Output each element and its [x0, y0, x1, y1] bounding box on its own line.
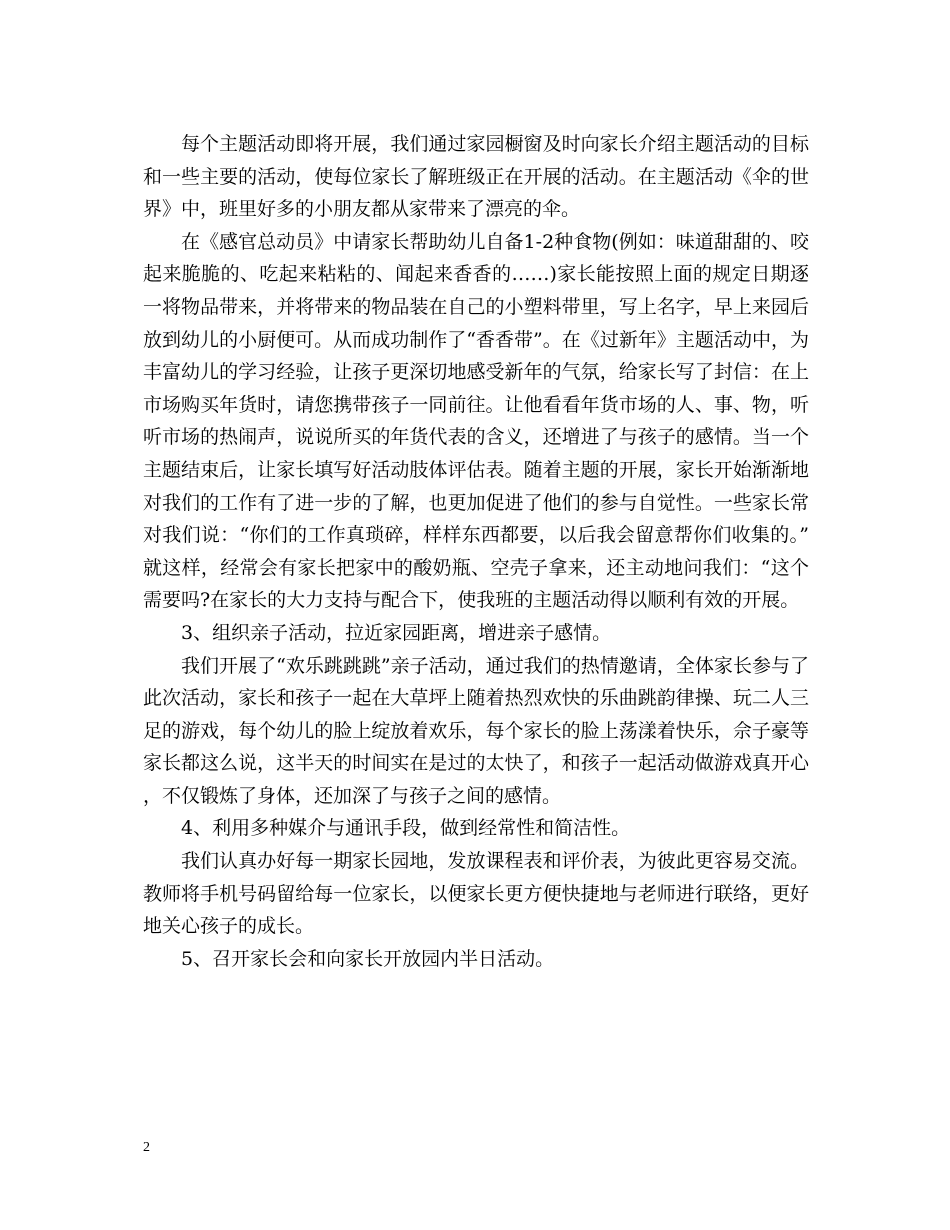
paragraph-theme-window: 每个主题活动即将开展，我们通过家园橱窗及时向家长介绍主题活动的目标和一些主要的活动，使每位家长了解班级正在开展的活动。在主题活动《伞的世界》中，班里好多的小朋友都从家带来了漂亮的伞。	[143, 133, 809, 221]
paragraph-parent-participation: 在《感官总动员》中请家长帮助幼儿自备1-2种食物(例如：味道甜甜的、咬起来脆脆的、吃起来粘粘的、闻起来香香的……)家长能按照上面的规定日期逐一将物品带来，并将带来的物品装在自己的小塑料带里，写上名字，早上来园后放到幼儿的小厨便可。从而成功制作了“香香带”。在《过新年》主题活动中，为丰富幼儿的学习经验，让孩子更深切地感受新年的气氛，给家长写了封信：在上市场购买年货时，请您携带孩子一同前往。让他看看年货市场的人、事、物，听听市场的热闹声，说说所买的年货代表的含义，还增进了与孩子的感情。当一个主题结束后，让家长填写好活动肢体评估表。随着主题的开展，家长开始渐渐地对我们的工作有了进一步的了解，也更加促进了他们的参与自觉性。一些家长常对我们说：“你们的工作真琐碎，样样东西都要，以后我会留意帮你们收集的。”就这样，经常会有家长把家中的酸奶瓶、空壳子拿来，还主动地问我们：“这个需要吗?在家长的大力支持与配合下，使我班的主题活动得以顺利有效的开展。	[143, 230, 809, 612]
document-body	[143, 128, 809, 975]
heading-parent-child-activity: 3、组织亲子活动，拉近家园距离，增进亲子感情。	[181, 621, 612, 644]
page-number: 2	[143, 1140, 150, 1155]
paragraph-happy-jump-activity: 我们开展了“欢乐跳跳跳”亲子活动，通过我们的热情邀请，全体家长参与了此次活动，家长和孩子一起在大草坪上随着热烈欢快的乐曲跳韵律操、玩二人三足的游戏，每个幼儿的脸上绽放着欢乐，每个家长的脸上荡漾着快乐，佘子豪等家长都这么说，这半天的时间实在是过的太快了，和孩子一起活动做游戏真开心，不仅锻炼了身体，还加深了与孩子之间的感情。	[143, 654, 809, 807]
heading-parent-meeting: 5、召开家长会和向家长开放园内半日活动。	[181, 947, 555, 970]
paragraph-parent-garden: 我们认真办好每一期家长园地，发放课程表和评价表，为彼此更容易交流。教师将手机号码留给每一位家长，以便家长更方便快捷地与老师进行联络，更好地关心孩子的成长。	[143, 850, 809, 938]
heading-communication-media: 4、利用多种媒介与通讯手段，做到经常性和简洁性。	[181, 817, 631, 840]
